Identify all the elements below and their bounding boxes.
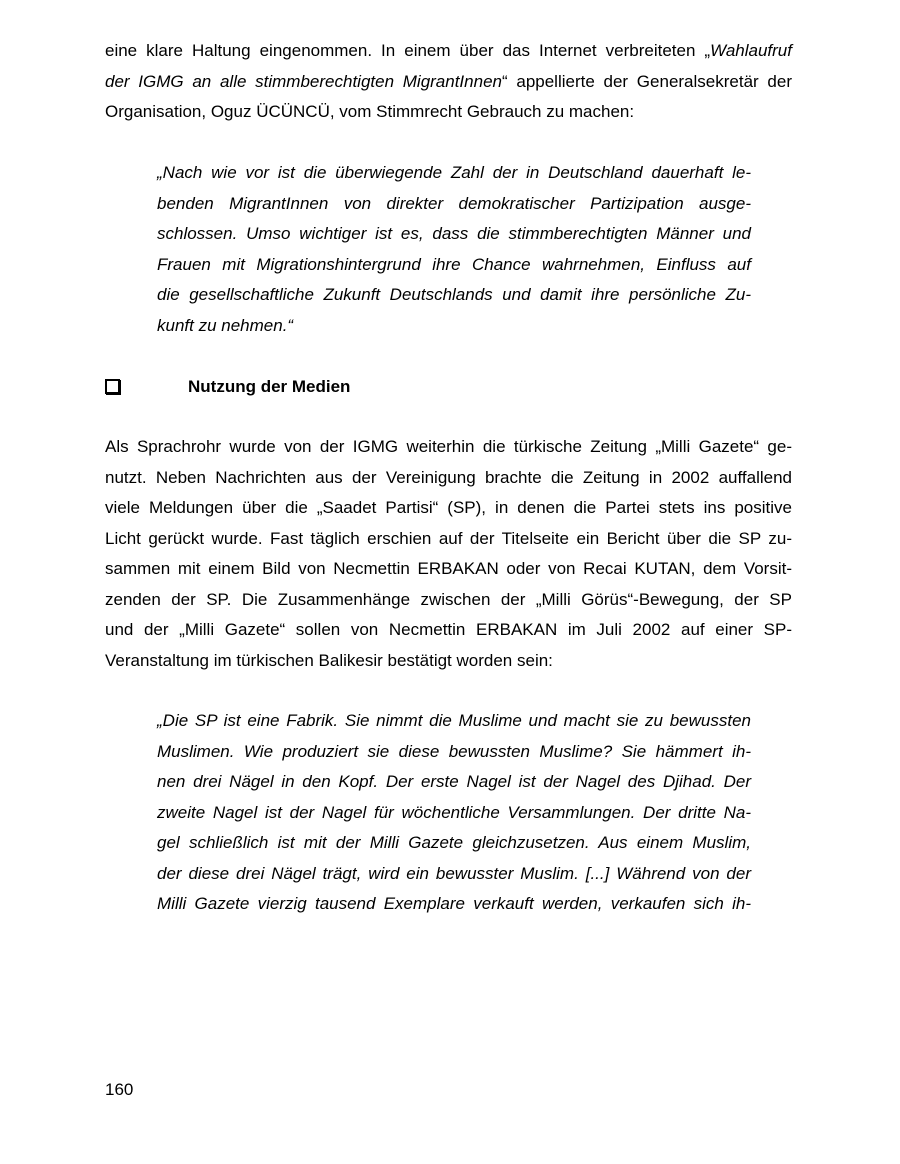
body-line: Veranstaltung im türkischen Balikesir bestätigt worden sein: bbox=[105, 650, 553, 670]
body-line: sammen mit einem Bild von Necmettin ERBAKAN oder von Recai KUTAN, dem Vorsit- bbox=[105, 559, 792, 578]
body-line: Licht gerückt wurde. Fast täglich erschien auf der Titelseite ein Bericht über die SP zu- bbox=[105, 528, 792, 548]
body-line: und der „Milli Gazete“ sollen von Necmettin ERBAKAN im Juli 2002 auf einer SP- bbox=[105, 620, 792, 639]
quote-line: zweite Nagel ist der Nagel für wöchentliche Versammlungen. Der dritte Na- bbox=[157, 802, 751, 822]
intro-line-2: der IGMG an alle stimmberechtigten MigrantInnen“ appellierte der Generalsekretär der bbox=[105, 71, 792, 91]
quote-line: die gesellschaftliche Zukunft Deutschlands und damit ihre persönliche Zu- bbox=[157, 285, 751, 304]
quote-line: gel schließlich ist mit der Milli Gazete gleichzusetzen. Aus einem Muslim, bbox=[157, 833, 751, 852]
quote-line: kunft zu nehmen.“ bbox=[157, 315, 294, 335]
intro-line-1: eine klare Haltung eingenommen. In einem über das Internet verbreiteten „Wahlaufruf bbox=[105, 41, 792, 60]
quote-line: „Die SP ist eine Fabrik. Sie nimmt die Muslime und macht sie zu bewussten bbox=[157, 711, 751, 730]
section-heading bbox=[105, 376, 505, 398]
body-line: viele Meldungen über die „Saadet Partisi“ (SP), in denen die Partei stets ins positive bbox=[105, 498, 792, 517]
block-quote-2 bbox=[157, 706, 751, 920]
quote-line: Frauen mit Migrationshintergrund ihre Chance wahrnehmen, Einfluss auf bbox=[157, 254, 751, 274]
body-paragraph bbox=[105, 432, 792, 676]
quote-line: schlossen. Umso wichtiger ist es, dass die stimmberechtigten Männer und bbox=[157, 224, 751, 243]
quote-line: der diese drei Nägel trägt, wird ein bewusster Muslim. [...] Während von der bbox=[157, 863, 751, 883]
quote-line: nen drei Nägel in den Kopf. Der erste Nagel ist der Nagel des Djihad. Der bbox=[157, 772, 751, 791]
body-line: Als Sprachrohr wurde von der IGMG weiterhin die türkische Zeitung „Milli Gazete“ ge- bbox=[105, 437, 792, 456]
intro-line-3: Organisation, Oguz ÜCÜNCÜ, vom Stimmrecht Gebrauch zu machen: bbox=[105, 102, 635, 121]
page-number: 160 bbox=[105, 1080, 134, 1099]
quote-line: Muslimen. Wie produziert sie diese bewussten Muslime? Sie hämmert ih- bbox=[157, 741, 751, 761]
body-line: nutzt. Neben Nachrichten aus der Vereinigung brachte die Zeitung in 2002 auffallend bbox=[105, 467, 792, 487]
quote-line: Milli Gazete vierzig tausend Exemplare verkauft werden, verkaufen sich ih- bbox=[157, 894, 751, 913]
quote-line: „Nach wie vor ist die überwiegende Zahl der in Deutschland dauerhaft le- bbox=[157, 163, 751, 182]
checkbox-bullet-icon bbox=[105, 379, 120, 394]
body-line: zenden der SP. Die Zusammenhänge zwischen der „Milli Görüs“-Bewegung, der SP bbox=[105, 589, 792, 609]
quote-line: benden MigrantInnen von direkter demokratischer Partizipation ausge- bbox=[157, 193, 751, 213]
block-quote-1 bbox=[157, 158, 751, 341]
section-heading-text: Nutzung der Medien bbox=[188, 377, 351, 396]
intro-paragraph bbox=[105, 36, 792, 128]
